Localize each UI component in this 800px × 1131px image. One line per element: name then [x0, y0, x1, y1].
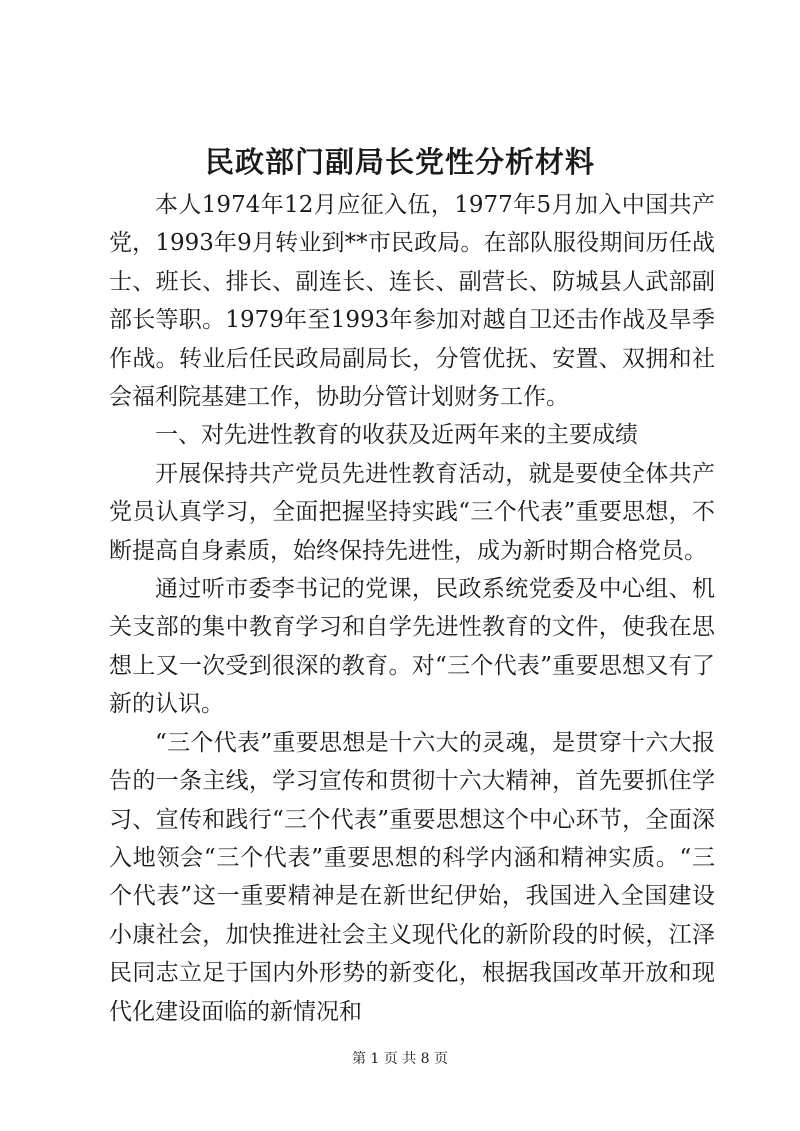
- paragraph-activity: 开展保持共产党员先进性教育活动，就是要使全体共产党员认真学习，全面把握坚持实践“三个代表”重要思想，不断提高自身素质，始终保持先进性，成为新时期合格党员。: [109, 460, 715, 564]
- page-number: 第 1 页 共 8 页: [351, 1051, 449, 1067]
- document-body: [109, 186, 715, 1031]
- section-heading: 一、对先进性教育的收获及近两年来的主要成绩: [155, 422, 638, 449]
- document-title: 民政部门副局长党性分析材料: [204, 145, 595, 179]
- paragraph-three-represents: “三个代表”重要思想是十六大的灵魂，是贯穿十六大报告的一条主线，学习宣传和贯彻十六大精神，首先要抓住学习、宣传和践行“三个代表”重要思想这个中心环节，全面深入地领会“三个代表”重要思想的科学内涵和精神实质。“三个代表”这一重要精神是在新世纪伊始，我国进入全国建设小康社会，加快推进社会主义现代化的新阶段的时候，江泽民同志立足于国内外形势的新变化，根据我国改革开放和现代化建设面临的新情况和: [109, 729, 715, 1025]
- paragraph-study: 通过听市委李书记的党课，民政系统党委及中心组、机关支部的集中教育学习和自学先进性教育的文件，使我在思想上又一次受到很深的教育。对“三个代表”重要思想又有了新的认识。: [109, 576, 715, 718]
- paragraph-intro: 本人1974年12月应征入伍，1977年5月加入中国共产党，1993年9月转业到**市民政局。在部队服役期间历任战士、班长、排长、副连长、连长、副营长、防城县人武部副部长等职。1979年至1993年参加对越自卫还击作战及旱季作战。转业后任民政局副局长，分管优抚、安置、双拥和社会福利院基建工作，协助分管计划财务工作。: [109, 192, 715, 411]
